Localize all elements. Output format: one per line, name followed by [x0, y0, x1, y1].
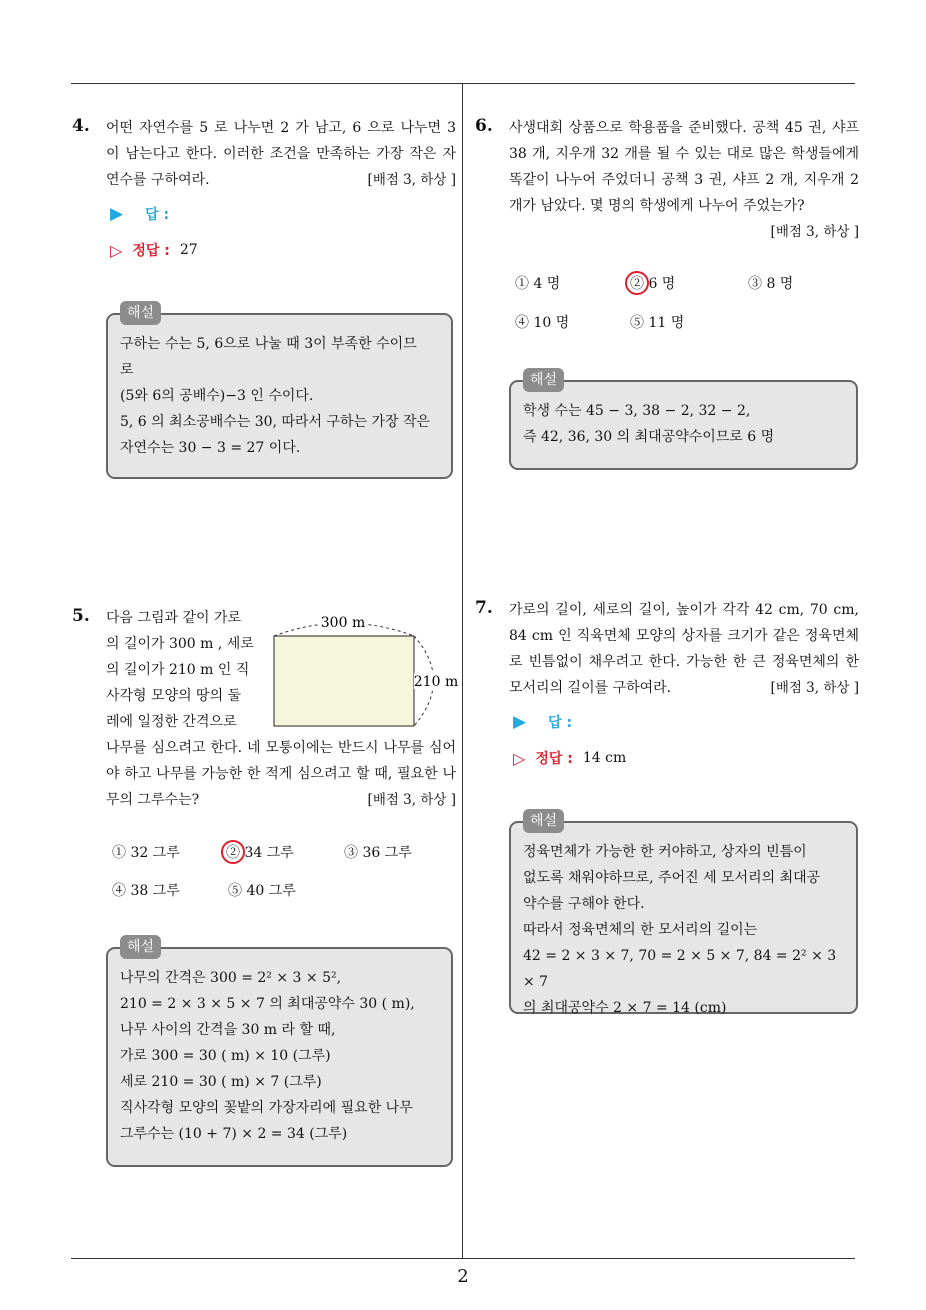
- q6-number: 6.: [475, 116, 493, 136]
- q5-height-label: 210 m: [413, 674, 459, 690]
- q7-answer-label: 답 :: [548, 715, 573, 731]
- q4-number: 4.: [72, 116, 90, 136]
- q5-solution-tag: 해설: [120, 935, 161, 959]
- q5-option-5[interactable]: ⑤ 40 그루: [228, 883, 296, 899]
- q6-solution-tag: 해설: [523, 368, 564, 392]
- q7-meta: [배점 3, 하상 ]: [770, 680, 859, 696]
- q6-option-1[interactable]: ① 4 명: [515, 276, 561, 292]
- outline-triangle-icon: ▷: [110, 240, 123, 260]
- q5-text-wrapped: [106, 605, 266, 735]
- q4-sol-line: 로: [120, 362, 134, 378]
- q6-option-3[interactable]: ③ 8 명: [748, 276, 794, 292]
- q7-solution-box: [509, 813, 858, 1016]
- q5-option-1[interactable]: ① 32 그루: [112, 845, 180, 861]
- q6-option-2-label: 6 명: [648, 276, 676, 292]
- q6-sol-line: 즉 42, 36, 30 의 최대공약수이므로 6 명: [523, 429, 775, 445]
- q4-sol-line: 자연수는 30 − 3 = 27 이다.: [120, 440, 301, 456]
- q4-correct-value: 27: [179, 242, 198, 258]
- q5-text-full: [106, 735, 456, 813]
- bottom-rule: [71, 1258, 855, 1259]
- q5-field-figure: [268, 610, 460, 735]
- q5-line: 레에 일정한 간격으로: [106, 714, 237, 730]
- q5-solution-box: [106, 939, 453, 1167]
- q4-solution-box: [106, 305, 453, 479]
- q7-sol-line: 없도록 채워야하므로, 주어진 세 모서리의 최대공: [523, 870, 821, 886]
- q5-sol-line: 나무 사이의 간격을 30 m 라 할 때,: [120, 1022, 336, 1038]
- q5-sol-line: 직사각형 모양의 꽃밭의 가장자리에 필요한 나무: [120, 1100, 413, 1116]
- q6-option-2-mark: ②: [630, 276, 644, 292]
- q4-answer-label: 답 :: [145, 207, 170, 223]
- q5-rectangle: [274, 636, 414, 726]
- q7-solution-tag: 해설: [523, 809, 564, 833]
- q6-solution-box: [509, 372, 858, 470]
- selected-circle-icon: [625, 271, 649, 295]
- q6-meta: [배점 3, 하상 ]: [770, 224, 859, 240]
- q5-sol-line: 210 = 2 × 3 × 5 × 7 의 최대공약수 30 ( m),: [120, 996, 415, 1012]
- q5-question: 나무를 심으려고 한다. 네 모퉁이에는 반드시 나무를 심어야 하고 나무를 가능한 한 적게 심으려고 할 때, 필요한 나무의 그루수는?: [106, 740, 456, 808]
- q5-option-4[interactable]: ④ 38 그루: [112, 883, 180, 899]
- q5-sol-line: 그루수는 (10 + 7) × 2 = 34 (그루): [120, 1126, 348, 1142]
- q6-option-5[interactable]: ⑤ 11 명: [630, 315, 685, 331]
- q5-option-3[interactable]: ③ 36 그루: [344, 845, 412, 861]
- q5-line: 의 길이가 300 m , 세로: [106, 636, 254, 652]
- q4-sol-line: 5, 6 의 최소공배수는 30, 따라서 구하는 가장 작은: [120, 414, 431, 430]
- q7-number: 7.: [475, 598, 493, 618]
- q4-sol-line: (5와 6의 공배수)−3 인 수이다.: [120, 388, 314, 404]
- play-icon: ▶: [110, 204, 124, 224]
- q5-line: 의 길이가 210 m 인 직: [106, 662, 250, 678]
- q5-option-2-label: 34 그루: [244, 845, 294, 861]
- outline-triangle-icon: ▷: [513, 748, 526, 768]
- q5-sol-line: 세로 210 = 30 ( m) × 7 (그루): [120, 1074, 322, 1090]
- q4-answer-row: [110, 204, 169, 224]
- q5-line: 다음 그림과 같이 가로: [106, 610, 242, 626]
- q7-correct-row: [513, 748, 626, 768]
- q4-text: [106, 115, 456, 193]
- q4-sol-line: 구하는 수는 5, 6으로 나눌 때 3이 부족한 수이므: [120, 336, 417, 352]
- q6-sol-line: 학생 수는 45 − 3, 38 − 2, 32 − 2,: [523, 403, 751, 419]
- q7-sol-line: 의 최대공약수 2 × 7 = 14 (cm): [523, 1000, 727, 1016]
- q5-sol-line: 가로 300 = 30 ( m) × 10 (그루): [120, 1048, 331, 1064]
- q5-option-2[interactable]: [226, 842, 294, 862]
- q7-sol-line: 정육면체가 가능한 한 커야하고, 상자의 빈틈이: [523, 844, 807, 860]
- play-icon: ▶: [513, 712, 527, 732]
- q5-width-label: 300 m: [320, 615, 366, 631]
- q7-text: [509, 597, 859, 701]
- q7-question: 가로의 길이, 세로의 길이, 높이가 각각 42 cm, 70 cm, 84 cm 인 직육면체 모양의 상자를 크기가 같은 정육면체로 빈틈없이 채우려고 한다. 가능한 한 큰 정육면체의 한 모서리의 길이를 구하여라.: [509, 602, 859, 696]
- q6-question: 사생대회 상품으로 학용품을 준비했다. 공책 45 권, 샤프 38 개, 지우개 32 개를 될 수 있는 대로 많은 학생들에게 똑같이 나누어 주었더니 공책 3 권, 샤프 2 개, 지우개 2 개가 남았다. 몇 명의 학생에게 나누어 주었는가?: [509, 120, 859, 214]
- q5-number: 5.: [72, 606, 90, 626]
- q4-correct-row: [110, 240, 198, 260]
- q7-sol-line: 약수를 구해야 한다.: [523, 896, 645, 912]
- q7-sol-line: 따라서 정육면체의 한 모서리의 길이는: [523, 922, 758, 938]
- q7-correct-value: 14 cm: [582, 750, 627, 766]
- page-number: 2: [457, 1266, 469, 1287]
- q5-line: 사각형 모양의 땅의 둘: [106, 688, 242, 704]
- q4-solution-tag: 해설: [120, 301, 161, 325]
- q5-option-2-mark: ②: [226, 845, 240, 861]
- q4-question: 어떤 자연수를 5 로 나누면 2 가 남고, 6 으로 나누면 3 이 남는다고 한다. 이러한 조건을 만족하는 가장 작은 자연수를 구하여라.: [106, 120, 456, 188]
- q5-sol-line: 나무의 간격은 300 = 2² × 3 × 5²,: [120, 970, 342, 986]
- q6-text: [509, 115, 859, 245]
- q5-meta: [배점 3, 하상 ]: [367, 792, 456, 808]
- q7-sol-line: 42 = 2 × 3 × 7, 70 = 2 × 5 × 7, 84 = 2² × 3 × 7: [523, 948, 837, 990]
- q4-meta: [배점 3, 하상 ]: [367, 172, 456, 188]
- q7-correct-label: 정답 :: [535, 751, 573, 767]
- q6-option-4[interactable]: ④ 10 명: [515, 315, 570, 331]
- column-divider: [462, 83, 463, 1259]
- q6-option-2[interactable]: [630, 273, 675, 293]
- top-rule: [71, 83, 855, 84]
- q4-correct-label: 정답 :: [132, 243, 170, 259]
- selected-circle-icon: [221, 840, 245, 864]
- q7-answer-row: [513, 712, 572, 732]
